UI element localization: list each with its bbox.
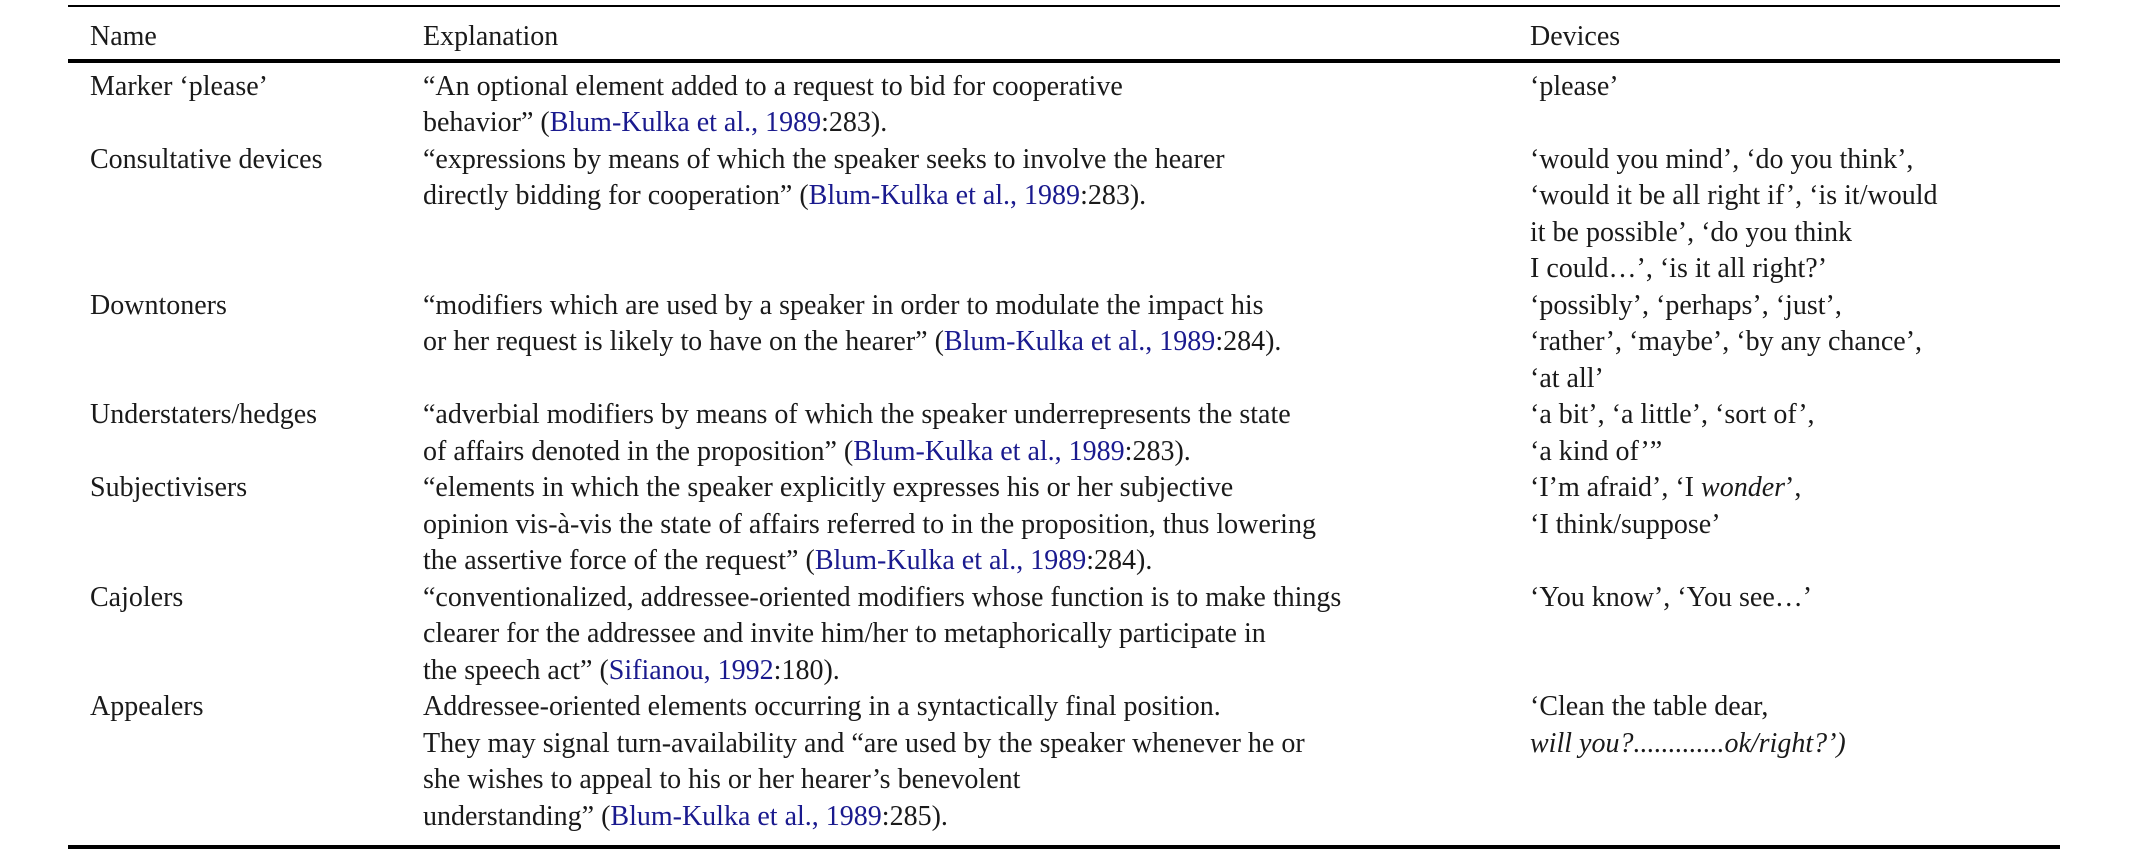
text-segment: ‘I think/suppose’ xyxy=(1530,508,1721,540)
name-cell xyxy=(68,142,423,288)
text-segment: ‘a kind of’” xyxy=(1530,435,1663,467)
explanation-cell xyxy=(423,288,1530,398)
text-segment: I could…’, ‘is it all right?’ xyxy=(1530,253,1828,284)
text-segment: Cajolers xyxy=(90,581,184,613)
citation-link[interactable]: Blum-Kulka et al., 1989 xyxy=(549,107,822,138)
table-row xyxy=(68,580,2060,690)
text-segment: :180). xyxy=(773,654,840,686)
text-segment: They may signal turn-availability and “are used by the speaker whenever he or xyxy=(423,727,1305,759)
text-segment: ‘You know’, ‘You see…’ xyxy=(1530,581,1813,613)
citation-link[interactable]: Blum-Kulka et al., 1989 xyxy=(610,800,882,832)
text-segment: :284). xyxy=(1215,326,1282,357)
text-segment: directly bidding for cooperation” ( xyxy=(423,180,809,211)
devices-cell xyxy=(1530,142,2060,288)
devices-line xyxy=(1530,434,2060,471)
text-segment: “conventionalized, addressee-oriented modifiers whose function is to make things xyxy=(423,581,1342,613)
devices-line xyxy=(1530,69,2060,106)
text-segment: opinion vis-à-vis the state of affairs referred to in the proposition, thus lowering xyxy=(423,508,1316,540)
text-segment: Appealers xyxy=(90,691,204,722)
devices-line xyxy=(1530,178,2060,215)
row-name xyxy=(90,288,423,325)
devices-line xyxy=(1530,215,2060,252)
name-cell xyxy=(68,69,423,142)
explanation-line xyxy=(423,397,1530,434)
text-segment: :284). xyxy=(1086,545,1153,576)
text-segment: will you?.............ok/right?’) xyxy=(1530,727,1846,759)
explanation-line xyxy=(423,762,1530,799)
explanation-line xyxy=(423,689,1530,726)
text-segment: it be possible’, ‘do you think xyxy=(1530,216,1852,248)
devices-line xyxy=(1530,324,2060,361)
explanation-line xyxy=(423,324,1530,361)
devices-line xyxy=(1530,507,2060,544)
explanation-line xyxy=(423,288,1530,325)
devices-cell xyxy=(1530,689,2060,835)
text-segment: of affairs denoted in the proposition” ( xyxy=(423,435,854,467)
devices-line xyxy=(1530,470,2060,507)
text-segment: Addressee-oriented elements occurring in a syntactically final position. xyxy=(423,691,1221,722)
table-bottom-rule xyxy=(68,845,2060,849)
row-name xyxy=(90,142,423,179)
table-row xyxy=(68,689,2060,835)
text-segment: ‘a bit’, ‘a little’, ‘sort of’, xyxy=(1530,399,1815,430)
devices-line xyxy=(1530,580,2060,617)
text-segment: ‘possibly’, ‘perhaps’, ‘just’, xyxy=(1530,289,1842,321)
devices-line xyxy=(1530,361,2060,398)
text-segment: behavior” ( xyxy=(423,107,550,138)
row-name xyxy=(90,580,423,617)
text-segment: the assertive force of the request” ( xyxy=(423,545,815,576)
citation-link[interactable]: Blum-Kulka et al., 1989 xyxy=(943,326,1216,357)
text-segment: :283). xyxy=(821,107,888,138)
table-row xyxy=(68,288,2060,398)
text-segment: :285). xyxy=(881,800,948,832)
explanation-line xyxy=(423,580,1530,617)
table-row xyxy=(68,69,2060,142)
internal-modifiers-table xyxy=(68,5,2060,849)
text-segment: “An optional element added to a request to bid for cooperative xyxy=(423,70,1123,102)
explanation-cell xyxy=(423,470,1530,580)
devices-line xyxy=(1530,142,2060,179)
name-cell xyxy=(68,288,423,398)
citation-link[interactable]: Blum-Kulka et al., 1989 xyxy=(853,435,1125,467)
citation-link[interactable]: Sifianou, 1992 xyxy=(608,654,774,686)
devices-line xyxy=(1530,397,2060,434)
citation-link[interactable]: Blum-Kulka et al., 1989 xyxy=(814,545,1087,576)
devices-line xyxy=(1530,689,2060,726)
column-header-devices: Devices xyxy=(1530,21,1621,52)
table-header-row xyxy=(68,7,2060,59)
row-name xyxy=(90,470,423,507)
text-segment: Downtoners xyxy=(90,289,227,321)
text-segment: ‘at all’ xyxy=(1530,362,1604,394)
text-segment: the speech act” ( xyxy=(423,654,609,686)
devices-line xyxy=(1530,288,2060,325)
column-header-name: Name xyxy=(90,21,157,52)
citation-link[interactable]: Blum-Kulka et al., 1989 xyxy=(808,180,1081,211)
explanation-line xyxy=(423,616,1530,653)
explanation-cell xyxy=(423,689,1530,835)
column-header-explanation: Explanation xyxy=(423,21,559,52)
table-row xyxy=(68,470,2060,580)
explanation-line xyxy=(423,470,1530,507)
text-segment: understanding” ( xyxy=(423,800,611,832)
text-segment: she wishes to appeal to his or her hearer’s benevolent xyxy=(423,764,1021,795)
devices-line xyxy=(1530,251,2060,288)
table-row xyxy=(68,397,2060,470)
text-segment: clearer for the addressee and invite him/her to metaphorically participate in xyxy=(423,618,1266,649)
explanation-line xyxy=(423,142,1530,179)
text-segment: Subjectivisers xyxy=(90,472,248,503)
row-name xyxy=(90,397,423,434)
explanation-line xyxy=(423,105,1530,142)
text-segment: ’, xyxy=(1785,472,1802,503)
devices-cell xyxy=(1530,288,2060,398)
name-cell xyxy=(68,689,423,835)
explanation-cell xyxy=(423,397,1530,470)
explanation-cell xyxy=(423,142,1530,288)
explanation-line xyxy=(423,69,1530,106)
table-row xyxy=(68,142,2060,288)
text-segment: “adverbial modifiers by means of which the speaker underrepresents the state xyxy=(423,399,1291,430)
text-segment: Understaters/hedges xyxy=(90,399,318,430)
explanation-cell xyxy=(423,69,1530,142)
devices-cell xyxy=(1530,580,2060,690)
explanation-line xyxy=(423,653,1530,690)
text-segment: :283). xyxy=(1124,435,1191,467)
explanation-line xyxy=(423,726,1530,763)
text-segment: ‘Clean the table dear, xyxy=(1530,691,1769,722)
explanation-line xyxy=(423,434,1530,471)
text-segment: ‘would it be all right if’, ‘is it/would xyxy=(1530,180,1938,211)
text-segment: :283). xyxy=(1080,180,1147,211)
text-segment: “modifiers which are used by a speaker in order to modulate the impact his xyxy=(423,289,1264,321)
explanation-line xyxy=(423,507,1530,544)
text-segment: ‘rather’, ‘maybe’, ‘by any chance’, xyxy=(1530,326,1923,357)
devices-line xyxy=(1530,726,2060,763)
text-segment: “expressions by means of which the speaker seeks to involve the hearer xyxy=(423,143,1225,175)
row-name xyxy=(90,689,423,726)
row-name xyxy=(90,69,423,106)
name-cell xyxy=(68,397,423,470)
devices-cell xyxy=(1530,397,2060,470)
text-segment: Consultative devices xyxy=(90,143,323,175)
text-segment: “elements in which the speaker explicitly expresses his or her subjective xyxy=(423,472,1234,503)
devices-cell xyxy=(1530,69,2060,142)
text-segment: ‘I’m afraid’, ‘I xyxy=(1530,472,1702,503)
table-body xyxy=(68,63,2060,846)
text-segment: ‘would you mind’, ‘do you think’, xyxy=(1530,143,1914,175)
explanation-cell xyxy=(423,580,1530,690)
text-segment: wonder xyxy=(1701,472,1786,503)
explanation-line xyxy=(423,543,1530,580)
text-segment: ‘please’ xyxy=(1530,70,1619,102)
name-cell xyxy=(68,470,423,580)
text-segment: Marker ‘please’ xyxy=(90,70,269,102)
devices-cell xyxy=(1530,470,2060,580)
text-segment: or her request is likely to have on the hearer” ( xyxy=(423,326,944,357)
name-cell xyxy=(68,580,423,690)
explanation-line xyxy=(423,178,1530,215)
explanation-line xyxy=(423,799,1530,836)
